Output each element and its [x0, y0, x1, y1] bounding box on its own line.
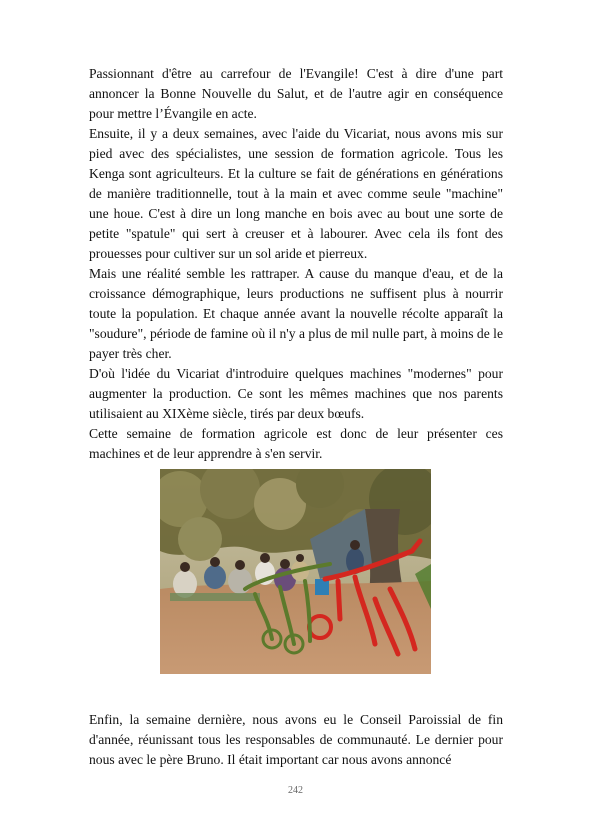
body-text-bottom	[89, 710, 503, 770]
paragraph-5: Cette semaine de formation agricole est donc de leur présenter ces machines et de leur apprendre à s'en servir.	[89, 426, 503, 461]
paragraph-4: D'où l'idée du Vicariat d'introduire quelques machines "modernes" pour augmenter la production. Ce sont les mêmes machines que nos parents utilisaient au XIXème siècle, tirés par deux bœufs.	[89, 366, 503, 421]
body-text-top	[89, 64, 503, 464]
paragraph-3: Mais une réalité semble les rattraper. A cause du manque d'eau, et de la croissance démographique, leurs productions ne suffisent plus à nourrir toute la population. Et chaque année avant la nouvelle récolte apparaît la "soudure", période de famine où il n'y a plus de mil nulle part, à moins de le payer très cher.	[89, 266, 503, 361]
paragraph-6: Enfin, la semaine dernière, nous avons eu le Conseil Paroissial de fin d'année, réunissant tous les responsables de communauté. Le dernier pour nous avec le père Bruno. Il était important car nous avons annoncé	[89, 712, 503, 767]
paragraph-1: Passionnant d'être au carrefour de l'Evangile! C'est à dire d'une part annoncer la Bonne Nouvelle du Salut, et de l'autre agir en conséquence pour mettre l’Évangile en acte.	[89, 66, 503, 121]
page-number: 242	[288, 785, 303, 796]
paragraph-2: Ensuite, il y a deux semaines, avec l'aide du Vicariat, nous avons mis sur pied avec des spécialistes, une session de formation agricole. Tous les Kenga sont agriculteurs. Et la culture se fait de générations en générations de manière traditionnelle, tout à la main et avec comme seule "machine" une houe. C'est à dire un long manche en bois avec au bout une sorte de petite "spatule" qui sert à creuser et à labourer. Avec cela ils font des prouesses pour cultiver sur un sol aride et pierreux.	[89, 126, 503, 261]
photo-agricultural-training	[160, 469, 431, 674]
